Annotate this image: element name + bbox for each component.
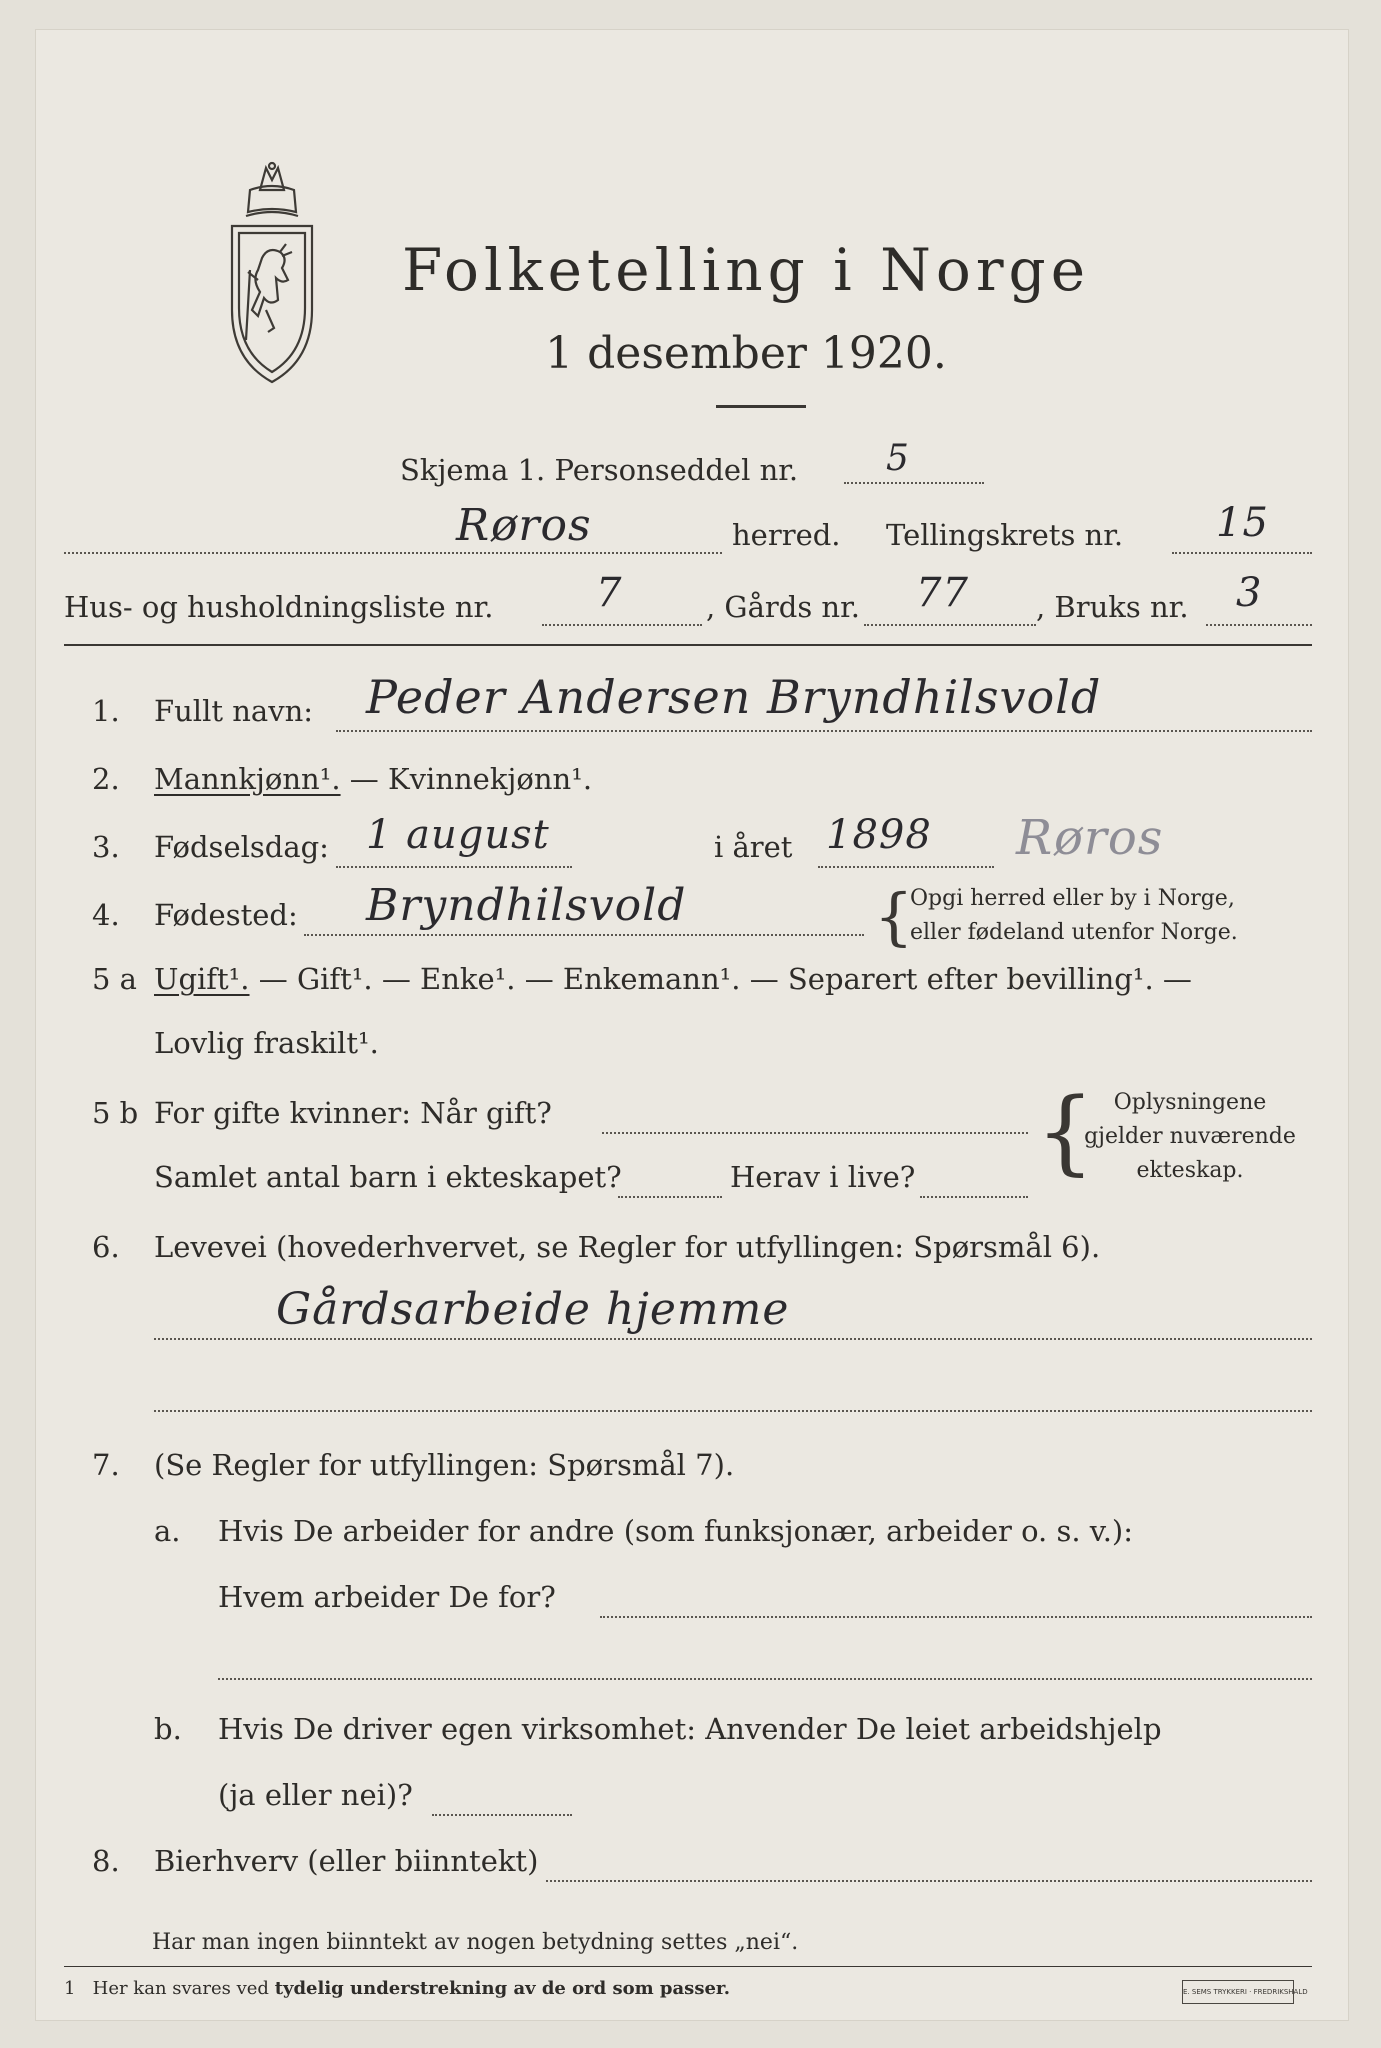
bruks-label: , Bruks nr. [1036,590,1189,624]
schema-label: Skjema 1. Personseddel nr. [400,453,799,487]
children-count-line[interactable] [618,1196,722,1198]
footnote-text-a: Her kan svares ved [92,1978,275,1999]
printer-stamp: E. SEMS TRYKKERI · FREDRIKSHALD [1182,1980,1294,2004]
q4-note-line2: eller fødeland utenfor Norge. [910,920,1238,945]
q1-line [336,730,1312,732]
q5b-alive-label: Herav i live? [730,1160,916,1194]
year-label: i året [714,830,793,864]
mannkjonn-option[interactable]: Mannkjønn¹. [154,762,341,796]
side-income-line[interactable] [546,1880,1312,1882]
occupation-line-2[interactable] [154,1410,1312,1412]
q1-number: 1. [92,694,120,728]
full-name-value[interactable]: Peder Andersen Bryndhilsvold [366,670,1102,724]
q5b-note-line3: ekteskap. [1136,1158,1244,1183]
q4-number: 4. [92,898,120,932]
bruks-value[interactable]: 3 [1236,570,1263,616]
q8-label: Bierhverv (eller biinntekt) [154,1844,539,1878]
birthplace-value[interactable]: Bryndhilsvold [366,880,687,931]
schema-nr-value[interactable]: 5 [886,438,910,479]
birthplace-line [304,934,864,936]
other-marital-options[interactable]: — Gift¹. — Enke¹. — Enkemann¹. — Separert efter bevilling¹. — [249,962,1192,996]
employer-line-2[interactable] [218,1678,1312,1680]
census-date: 1 desember 1920. [545,328,947,379]
q5a-number: 5 a [92,962,137,996]
q2-options: Mannkjønn¹. — Kvinnekjønn¹. [154,762,593,796]
hired-help-line[interactable] [432,1814,572,1816]
q8-number: 8. [92,1844,120,1878]
herred-value[interactable]: Røros [456,500,592,551]
birthday-value[interactable]: 1 august [366,812,550,858]
tellingskrets-line [1172,552,1312,554]
q3-number: 3. [92,830,120,864]
q5b-number: 5 b [92,1096,139,1130]
year-line [818,866,994,868]
q2-number: 2. [92,762,120,796]
q7a-line1: Hvis De arbeider for andre (som funksjonær, arbeider o. s. v.): [218,1514,1134,1548]
q6-label: Levevei (hovederhvervet, se Regler for utfyllingen: Spørsmål 6). [154,1230,1101,1264]
hus-value[interactable]: 7 [596,570,623,616]
ugift-option[interactable]: Ugift¹. [154,962,250,996]
q3-label: Fødselsdag: [154,830,329,864]
hus-line [542,624,702,626]
q1-label: Fullt navn: [154,694,314,728]
footnote-mark: 1 [64,1978,76,1999]
kvinnekjonn-option[interactable]: Kvinnekjønn¹. [388,762,593,796]
header-rule [64,644,1312,646]
gards-line [864,624,1036,626]
married-when-line[interactable] [602,1132,1028,1134]
employer-line-1[interactable] [600,1616,1312,1618]
gards-value[interactable]: 77 [916,570,969,616]
q4-label: Fødested: [154,898,298,932]
lovlig-fraskilt-option[interactable]: Lovlig fraskilt¹. [154,1026,379,1060]
tellingskrets-label: Tellingskrets nr. [886,518,1124,552]
form-title: Folketelling i Norge [401,236,1091,304]
birthplace-margin-note: Røros [1016,810,1164,866]
q5b-brace: { [1036,1078,1095,1185]
occupation-value[interactable]: Gårdsarbeide hjemme [276,1284,790,1335]
gards-label: , Gårds nr. [706,590,860,624]
q7-number: 7. [92,1448,120,1482]
q4-brace: { [874,880,914,953]
q5b-note-line1: Oplysningene [1113,1090,1267,1115]
census-form-page [36,30,1348,2020]
tellingskrets-value[interactable]: 15 [1216,500,1269,546]
birthday-line [336,866,572,868]
footnote [64,1978,730,1999]
q7-label: (Se Regler for utfyllingen: Spørsmål 7). [154,1448,735,1482]
occupation-line-1 [154,1338,1312,1340]
herred-line [64,552,722,554]
bruks-line [1206,624,1312,626]
q4-note-line1: Opgi herred eller by i Norge, [910,886,1235,911]
q7b-line2: (ja eller nei)? [218,1778,413,1812]
hus-label: Hus- og husholdningsliste nr. [64,590,494,624]
q6-number: 6. [92,1230,120,1264]
footnote-rule [64,1966,1312,1967]
q5b-note-line2: gjelder nuværende [1084,1124,1296,1149]
bottom-note: Har man ingen biinntekt av nogen betydning settes „nei“. [152,1930,799,1955]
footnote-text-b: tydelig understrekning av de ord som passer. [274,1978,730,1999]
q7b-letter: b. [154,1712,182,1746]
title-divider [716,405,806,408]
q5b-line1: For gifte kvinner: Når gift? [154,1096,552,1130]
q5b-children-label: Samlet antal barn i ekteskapet? [154,1160,622,1194]
q7a-line2: Hvem arbeider De for? [218,1580,556,1614]
q5a-options [154,962,1192,996]
herred-label: herred. [732,518,841,552]
children-alive-line[interactable] [920,1196,1028,1198]
birth-year-value[interactable]: 1898 [826,812,932,858]
q7a-letter: a. [154,1514,181,1548]
q7b-line1: Hvis De driver egen virksomhet: Anvender De leiet arbeidshjelp [218,1712,1162,1746]
schema-nr-line [844,482,984,484]
